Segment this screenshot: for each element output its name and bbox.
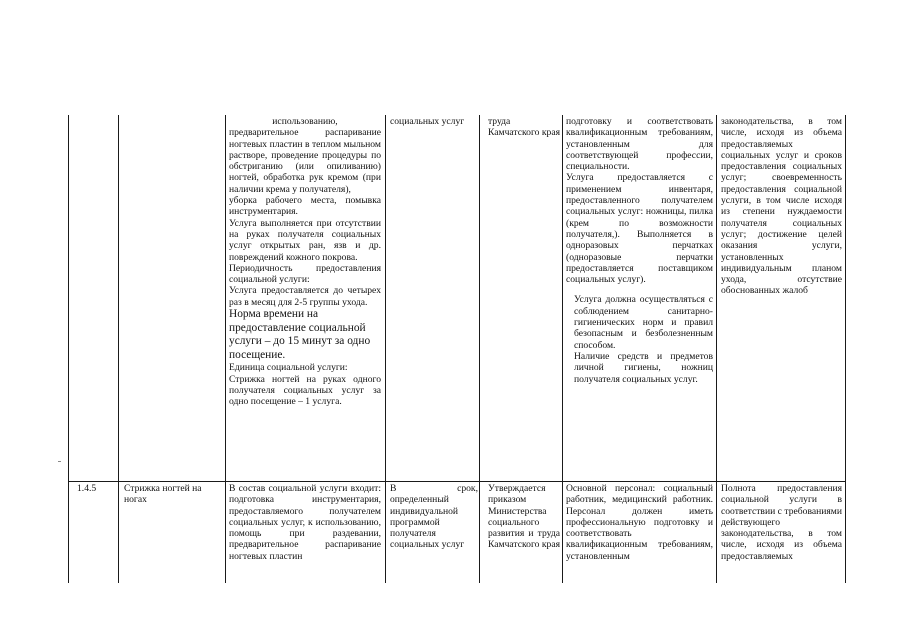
cell-conditions-continued bbox=[566, 116, 713, 385]
cell-normative bbox=[488, 483, 560, 551]
description-line: использованию, bbox=[272, 116, 338, 127]
cell-number bbox=[77, 483, 115, 494]
description-text: В состав социальной услуги входит: подготовка инструментария, предоставляемого получателем социальных услуг, к использованию, помощь при раздевании, предварительное распаривание ногтевых пластин bbox=[229, 483, 381, 562]
description-paragraph: уборка рабочего места, помывка инструментария. bbox=[229, 195, 381, 218]
term-text: В срок, определенный индивидуальной программой получателя социальных услуг bbox=[390, 483, 478, 551]
description-paragraph: Периодичность предоставления социальной услуги: bbox=[229, 262, 381, 286]
conditions-paragraph: Услуга должна осуществляться с соблюдением санитарно-гигиенических норм и правил безопасным и безболезненным способом. bbox=[574, 294, 713, 351]
table-border-left bbox=[68, 115, 69, 583]
column-divider-1 bbox=[118, 115, 119, 583]
unit-label: Единица социальной услуги: bbox=[229, 362, 348, 374]
column-divider-4 bbox=[479, 115, 480, 583]
table-border-right bbox=[845, 115, 846, 583]
description-paragraph: Услуга предоставляется до четырех раз в месяц для 2-5 группы ухода. bbox=[229, 285, 381, 308]
conditions-text: Основной персонал: социальный работник, медицинский работник. Персонал должен иметь профессиональную подготовку и соответствовать квалификационным требованиям, установленным bbox=[566, 483, 713, 562]
unit-text: Стрижка ногтей на руках одного получателя социальных услуг за одно посещение – 1 услуга. bbox=[229, 373, 381, 408]
cell-service-name bbox=[124, 483, 222, 506]
service-name: Стрижка ногтей на ногах bbox=[124, 483, 202, 506]
cell-conditions bbox=[566, 483, 713, 562]
cell-quality-continued bbox=[721, 116, 842, 297]
conditions-paragraph: подготовку и соответствовать квалификационным требованиям, установленным для соответствующей профессии, специальности. bbox=[566, 116, 713, 173]
column-divider-6 bbox=[716, 115, 717, 583]
column-divider-2 bbox=[225, 115, 226, 583]
cell-service-description bbox=[229, 483, 381, 562]
service-number: 1.4.5 bbox=[77, 483, 97, 494]
margin-mark bbox=[58, 461, 61, 462]
normative-text: труда Камчатского края bbox=[488, 116, 560, 139]
description-paragraph: Услуга выполняется при отсутствии на руках получателя социальных услуг открытых ран, язв и др. повреждений кожного покрова. bbox=[229, 217, 381, 263]
cell-service-description-continued bbox=[229, 116, 381, 408]
quality-text: законодательства, в том числе, исходя из объема предоставляемых социальных услуг и сроков предоставления социальных услуг; своевременность предоставления социальной услуги, в том числе исходя из степени нуждаемости получателя социальных услуг; достижение целей оказания услуги, установленных индивидуальным планом ухода, отсутствие обоснованных жалоб bbox=[721, 116, 842, 297]
row-divider bbox=[68, 481, 846, 482]
conditions-paragraph: Наличие средств и предметов личной гигиены, ножниц получателя социальных услуг. bbox=[574, 350, 713, 385]
conditions-paragraph: Услуга предоставляется с применением инвентаря, предоставленного получателем социальных услуг: ножницы, пилка (крем по возможности получателя,). Выполняется в одноразовых перчатках (одноразовые перчатки предоставляется поставщиком социальных услуг). bbox=[566, 172, 713, 286]
cell-quality bbox=[721, 483, 842, 562]
normative-text: Утверждается приказом Министерства социального развития и труда Камчатского края bbox=[488, 483, 560, 551]
column-divider-5 bbox=[562, 115, 563, 583]
cell-term-continued bbox=[390, 116, 478, 127]
description-paragraph: предварительное распаривание ногтевых пластин в теплом мыльном растворе, проведение процедуры по обстриганию (или опиливанию) ногтей, обработка рук кремом (при наличии крема у получателя), bbox=[229, 127, 381, 195]
quality-text: Полнота предоставления социальной услуги в соответствии с требованиями действующего законодательства, в том числе, исходя из объема предоставляемых bbox=[721, 483, 842, 562]
norm-time-text: Норма времени на предоставление социальной услуги – до 15 минут за одно посещение. bbox=[229, 308, 371, 361]
cell-term bbox=[390, 483, 478, 551]
column-divider-3 bbox=[385, 115, 386, 583]
cell-normative-continued bbox=[488, 116, 560, 139]
term-text: социальных услуг bbox=[390, 116, 465, 127]
